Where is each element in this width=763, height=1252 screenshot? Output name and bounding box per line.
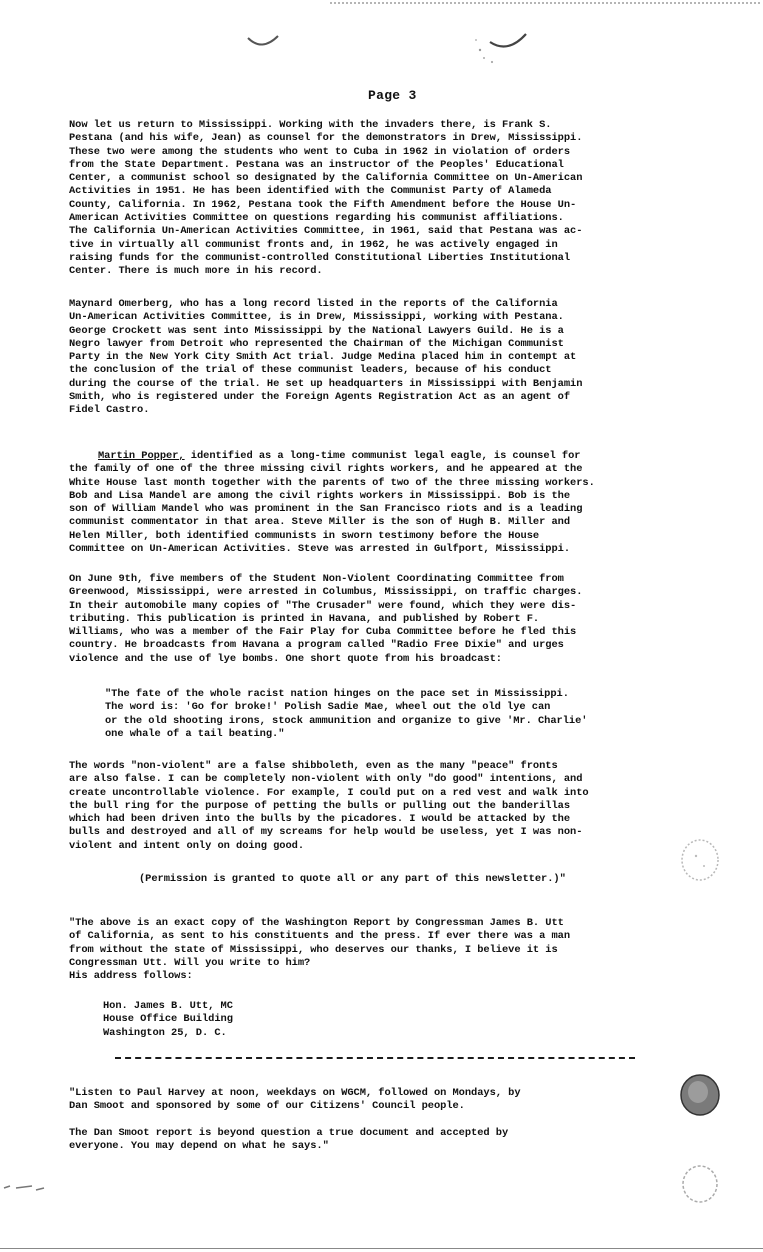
name-martin-popper: Martin Popper, (98, 450, 185, 462)
page-number: Page 3 (368, 88, 417, 103)
mailing-address: Hon. James B. Utt, MC House Office Building Washington 25, D. C. (103, 1000, 233, 1039)
scan-smudge-mark (676, 836, 724, 886)
paragraph-popper-body: the family of one of the three missing civil rights workers, and he appeared at the White House last month together with the parents of two of the three missing workers. Bob and Lisa Mandel are among the civil rights workers in Mississippi. Bob is the son of William Mandel who was prominent in the San Francisco riots and is a leading communist commentator in that area. Steve Miller is the son of Hugh B. Miller and Helen Miller, both identified communists in sworn testimony before the House Committee on Un-American Activities. Steve was arrested in Gulfport, Mississippi. (69, 463, 595, 556)
paragraph-non-violent: The words "non-violent" are a false shibboleth, even as the many "peace" fronts are also false. I can be completely non-violent with only "do good" intentions, and create uncontrollable violence. For example, I could put on a red vest and walk into the bull ring for the purpose of petting the bulls or pulling out the banderillas which had been driven into the bulls by the picadores. I would be attacked by the bulls and destroyed and all of my screams for help would be useless, yet I was non- violent and intent only on doing good. (69, 760, 589, 852)
paragraph-dan-smoot: The Dan Smoot report is beyond question a true document and accepted by everyone. You may depend on what he says." (69, 1127, 509, 1153)
permission-note: (Permission is granted to quote all or any part of this newsletter.)" (139, 873, 566, 885)
dashed-separator (115, 1057, 635, 1059)
paragraph-utt-copy: "The above is an exact copy of the Washington Report by Congressman James B. Utt of California, as sent to his constituents and the press. If ever there was a man from without the state of Mississippi, who deserves our thanks, I believe it is Congressman Utt. Will you write to him? His address follows: (69, 917, 571, 983)
top-dotted-rule (330, 2, 760, 4)
scan-smudge-mark (676, 1162, 724, 1208)
scan-hole-punch-mark (676, 1070, 724, 1120)
scan-smudge-mark (470, 20, 540, 70)
scan-smudge-mark (0, 1176, 50, 1198)
paragraph-omerberg-crockett: Maynard Omerberg, who has a long record listed in the reports of the California Un-American Activities Committee, is in Drew, Mississippi, working with Pestana. George Crockett was sent into Mississippi by the National Lawyers Guild. He is a Negro lawyer from Detroit who represented the Chairman of the Michigan Communist Party in the New York City Smith Act trial. Judge Medina placed him in contempt at the conclusion of the trial of these communist leaders, because of his conduct during the course of the trial. He set up headquarters in Mississippi with Benjamin Smith, who is registered under the Foreign Agents Registration Act as an agent of Fidel Castro. (69, 298, 583, 417)
bottom-edge-rule (0, 1248, 763, 1249)
paragraph-paul-harvey: "Listen to Paul Harvey at noon, weekdays on WGCM, followed on Mondays, by Dan Smoot and sponsored by some of our Citizens' Council people. (69, 1087, 521, 1113)
paragraph-snick-arrests: On June 9th, five members of the Student Non-Violent Coordinating Committee from Greenwood, Mississippi, were arrested in Columbus, Mississippi, on traffic charges. In their automobile many copies of "The Crusader" were found, which they were dis- tributing. This publication is printed in Havana, and published by Robert F. Williams, who was a member of the Fair Play for Cuba Committee before he fled this country. He broadcasts from Havana a program called "Radio Free Dixie" and urges violence and the use of lye bombs. One short quote from his broadcast: (69, 573, 583, 665)
paragraph-popper-first-line: identified as a long-time communist legal eagle, is counsel for (184, 450, 581, 462)
paragraph-pestana: Now let us return to Mississippi. Working with the invaders there, is Frank S. Pestana (and his wife, Jean) as counsel for the demonstrators in Drew, Mississippi. These two were among the students who went to Cuba in 1962 in violation of orders from the State Department. Pestana was an instructor of the Peoples' Educational Center, a communist school so designated by the California Committee on Un-American Activities in 1951. He has been identified with the Communist Party of Alameda County, California. In 1962, Pestana took the Fifth Amendment before the House Un- American Activities Committee on questions regarding his communist affiliations. The California Un-American Activities Committee, in 1961, said that Pestana was ac- tive in virtually all communist fronts and, in 1962, he was actively engaged in raising funds for the communist-controlled Constitutional Liberties Institutional Center. There is much more in his record. (69, 119, 583, 278)
paragraph-popper-mandel (69, 450, 595, 556)
broadcast-quote: "The fate of the whole racist nation hinges on the pace set in Mississippi. The word is: 'Go for broke!' Polish Sadie Mae, wheel out the old lye can or the old shooting irons, stock ammunition and organize to give 'Mr. Charlie' one whale of a tail beating." (105, 688, 588, 740)
scan-smudge-mark (244, 26, 284, 52)
